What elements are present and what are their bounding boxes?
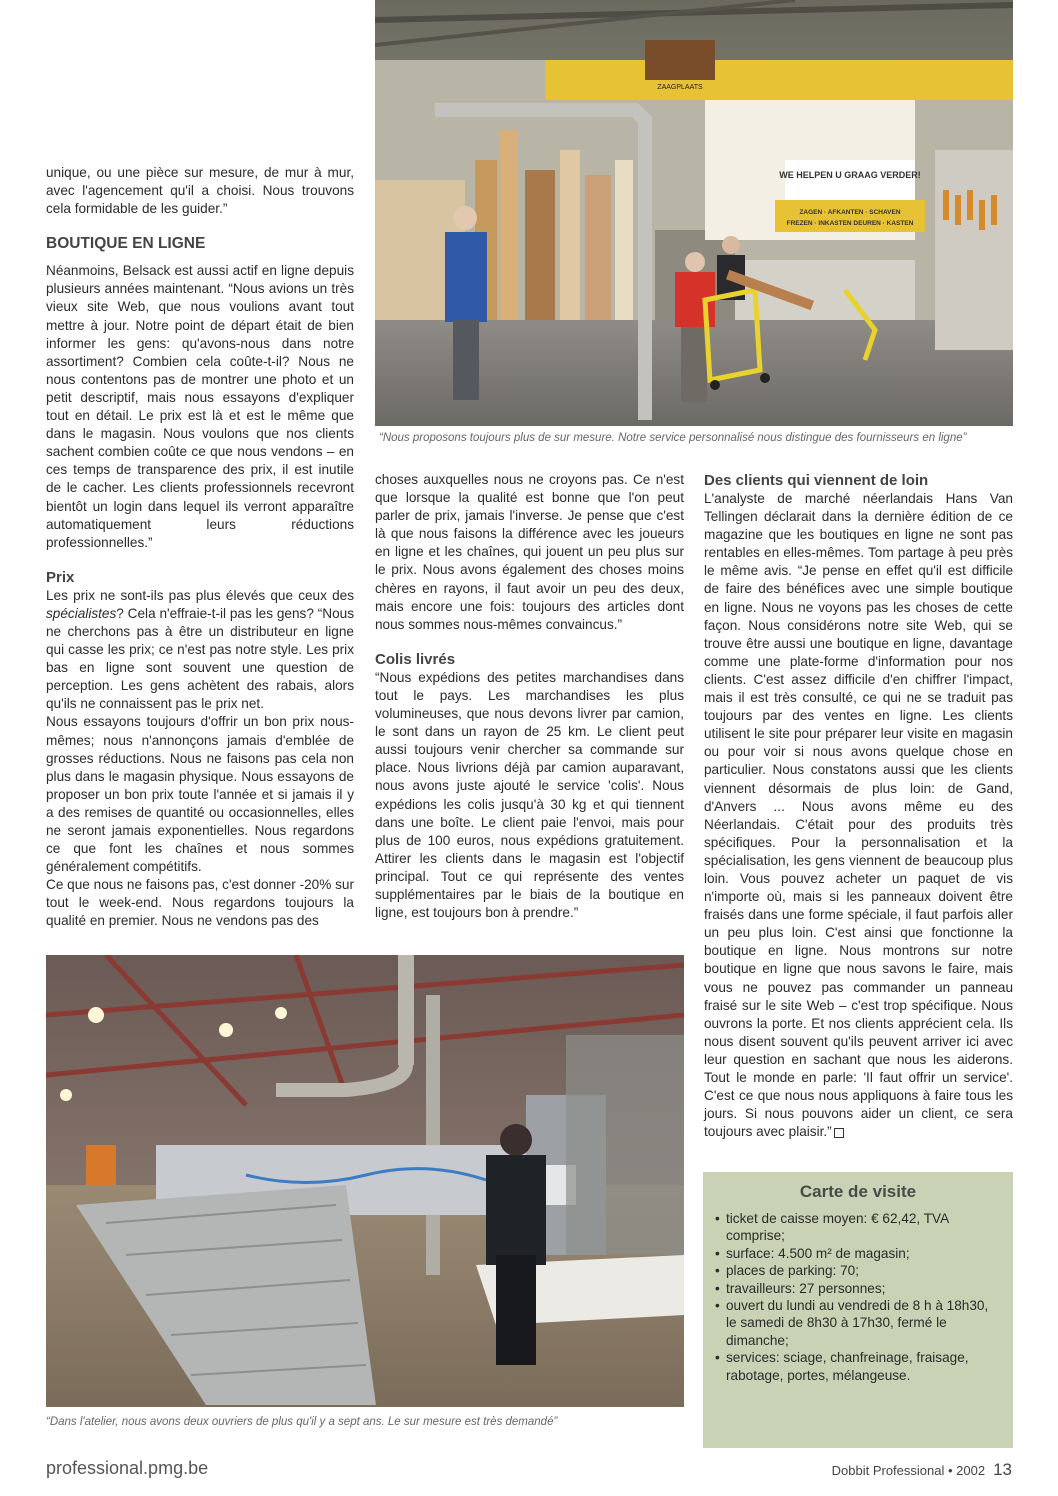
list-item: • travailleurs: 27 personnes;	[715, 1280, 1001, 1297]
caption-bottom-photo: “Dans l'atelier, nous avons deux ouvriers de plus qu'il y a sept ans. Le sur mesure est très demandé”	[46, 1416, 558, 1428]
photo-store-sawing-area	[375, 0, 1013, 426]
emphasis-specialistes: spécialistes	[46, 605, 117, 621]
prix-paragraph-1: Les prix ne sont-ils pas plus élevés que ceux des spécialistes? Cela n'effraie-t-il pas les gens? “Nous ne cherchons pas à être un distributeur en ligne qui casse les prix; ce n'est pas notre style. Les prix bas en ligne sont souvent une question de perception. Les gens achètent des rabais, alors qu'ils ne connaissent pas le prix net.	[46, 587, 354, 712]
heading-boutique-en-ligne: BOUTIQUE EN LIGNE	[46, 235, 206, 253]
boutique-paragraph: Néanmoins, Belsack est aussi actif en ligne depuis plusieurs années maintenant. “Nous avions un très vieux site Web, que nous voulions avant tout mettre à jour. Notre point de départ était de bien informer les gens: qu'avons-nous dans notre assortiment? Combien cela coûte-t-il? Nous ne nous contentons pas de montrer une photo et un petit descriptif, mais nous essayons d'expliquer tout en détail. Le prix est là et est le même que dans le magasin. Nous voulons que nos clients sachent combien coûte ce que nous vendons – en ces temps de transparence des prix, il est inutile de le cacher. Les clients professionnels recevront bientôt un login dans lequel ils verront apparaître automatiquement leurs réductions professionnelles.”	[46, 263, 354, 550]
sign-we-helpen: WE HELPEN U GRAAG VERDER!	[779, 170, 921, 180]
continued-paragraph: choses auxquelles nous ne croyons pas. Ce n'est que lorsque la qualité est bonne que l'on peut parler de prix, jamais l'inverse. Je pense que c'est là que nous faisons la différence avec les joueurs en ligne et les chaînes, qui jouent un peu plus sur le prix. Nous avons également des choses moins chères en rayons, il faut avoir un peu des deux, mais encore une fois: toujours des articles dont nous sommes nous-mêmes convaincus.”	[375, 472, 684, 632]
prix-paragraph-3: Ce que nous ne faisons pas, c'est donner -20% sur tout le week-end. Nous regardons toujours la qualité en premier. Nous ne vendons pas des	[46, 877, 354, 929]
list-item: • ticket de caisse moyen: € 62,42, TVA comprise;	[715, 1210, 1001, 1245]
sign-services-1: ZAGEN · AFKANTEN · SCHAVEN	[799, 209, 901, 216]
sign-zaagplaats: ZAAGPLAATS	[657, 84, 703, 91]
infobox-carte-de-visite	[703, 1172, 1013, 1448]
page-number: 13	[993, 1460, 1012, 1479]
footer-publication	[832, 1460, 1012, 1480]
sign-services-2: FREZEN · INKASTEN DEUREN · KASTEN	[786, 220, 914, 227]
list-item: • places de parking: 70;	[715, 1262, 1001, 1279]
end-mark-icon	[834, 1128, 844, 1138]
list-item: • surface: 4.500 m² de magasin;	[715, 1245, 1001, 1262]
caption-top-photo: “Nous proposons toujours plus de sur mesure. Notre service personnalisé nous distingue des fournisseurs en ligne”	[379, 432, 967, 444]
publication-name: Dobbit Professional • 2002	[831, 1463, 986, 1478]
column-3	[704, 471, 1013, 1141]
heading-prix: Prix	[46, 568, 75, 586]
infobox-list	[703, 1210, 1013, 1384]
prix-paragraph-2: Nous essayons toujours d'offrir un bon prix nous-mêmes; nous n'annonçons jamais d'emblée de grosses réductions. Nous ne faisons pas cela non plus dans le magasin physique. Nous essayons de proposer un bon prix toute l'année et si jamais il y a des remises de quantité ou occasionnelles, elles ne seront jamais exponentielles. Nous regardons ce que font les chaînes et nous sommes généralement compétitifs.	[46, 714, 354, 875]
intro-paragraph: unique, ou une pièce sur mesure, de mur à mur, avec l'agencement qu'il a choisi. Nous trouvons cela formidable de les guider.”	[46, 165, 354, 217]
column-1	[46, 164, 354, 931]
photo-workshop-edgebander	[46, 955, 684, 1407]
footer-website-link[interactable]: professional.pmg.be	[46, 1458, 209, 1478]
list-item: • ouvert du lundi au vendredi de 8 h à 18h30, le samedi de 8h30 à 17h30, fermé le dimanche;	[715, 1297, 1001, 1349]
infobox-title: Carte de visite	[799, 1182, 917, 1201]
list-item: • services: sciage, chanfreinage, fraisage, rabotage, portes, mélangeuse.	[715, 1349, 1001, 1384]
column-2	[375, 471, 684, 922]
clients-paragraph: L'analyste de marché néerlandais Hans Van Tellingen déclarait dans la dernière édition de ce magazine que les boutiques en ligne ne sont pas rentables en elles-mêmes. Tom partage à peu près le même avis. “Je pense en effet qu'il est difficile de faire des bénéfices avec une simple boutique en ligne. Nous ne voyons pas les choses de cette façon. Nous considérons notre site Web, qui se trouve être aussi une boutique en ligne, davantage comme une plate-forme d'information pour nos clients. C'est assez difficile d'en chiffrer l'impact, mais il est très consulté, ce qui ne se traduit pas toujours par des ventes en ligne. Les clients utilisent le site pour préparer leur visite en magasin ou pour voir si nous avons quelque chose en particulier. Nous constatons aussi que les clients viennent désormais de plus loin: de Gand, d'Anvers ... Nous avons même eu des Néerlandais. C'était pour des produits très spécifiques. Pour la personnalisation et la spécialisation, les gens viennent de beaucoup plus loin. Vous pouvez acheter un paquet de vis n'importe où, mais si les panneaux doivent être fraisés dans une forme spéciale, il faut parfois aller un peu plus loin. C'est ainsi que fonctionne la boutique en ligne. Nous montrons sur notre boutique en ligne que nous savons le faire, mais vous ne pouvez pas commander un panneau fraisé sur le site Web – c'est trop spécifique. Nous ouvrons la porte. Et nos clients apprécient cela. Ils nous disent souvent qu'ils peuvent arriver ici avec leur question en sachant que nous les aiderons. Tout le monde en parle: 'Il faut offrir un service'. C'est ce que nous nous appliquons à faire tous les jours. Si nous pouvons aider un client, ce sera toujours avec plaisir.”	[704, 491, 1013, 1140]
heading-colis-livres: Colis livrés	[375, 650, 456, 668]
heading-clients-de-loin: Des clients qui viennent de loin	[704, 472, 929, 489]
colis-paragraph: “Nous expédions des petites marchandises dans tout le pays. Les marchandises les plus volumineuses, que nous devons livrer par camion, le sont dans un rayon de 25 km. Le client peut aussi toujours venir chercher sa commande sur place. Nous livrions déjà par camion auparavant, nous avons juste ajouté le service 'colis'. Nous expédions les colis jusqu'à 30 kg et qui tiennent dans une boîte. Le client paie l'envoi, mais pour plus de 100 euros, nous expédions gratuitement. Attirer les clients dans le magasin est l'objectif principal. Tout ce qui représente des ventes supplémentaires par le biais de la boutique en ligne, est toujours bon à prendre.”	[375, 669, 684, 921]
